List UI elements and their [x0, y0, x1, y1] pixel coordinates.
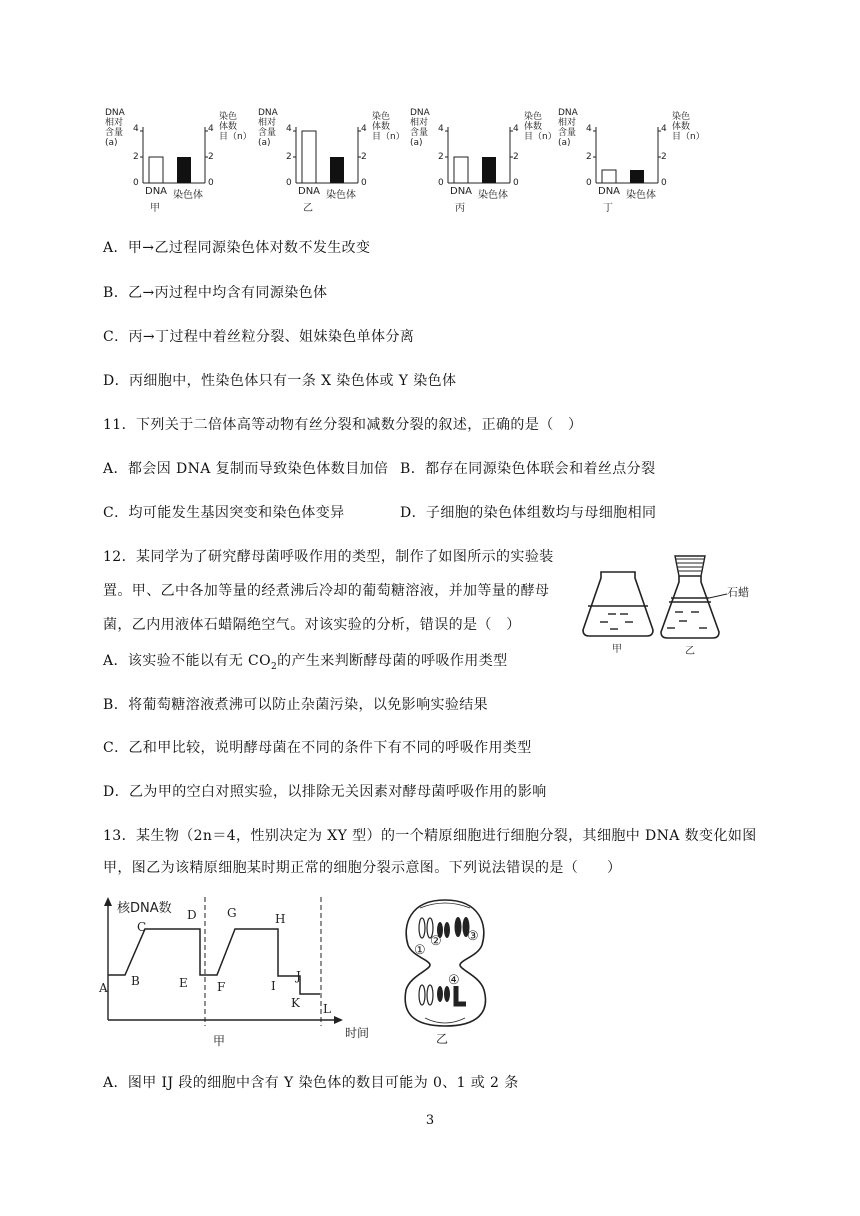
- x-label-dna: DNA: [450, 186, 473, 197]
- x-label-dna: DNA: [145, 186, 168, 197]
- dna-bar: [454, 157, 468, 183]
- point-label-B: B: [131, 974, 140, 988]
- chromosome-bar: [330, 157, 344, 183]
- dna-line-chart: [95, 895, 395, 1055]
- panel-name: 丙: [455, 203, 465, 214]
- q10-option-b: B．乙→丙过程中均含有同源染色体: [103, 285, 328, 301]
- chromosome-bar: [482, 157, 496, 183]
- left-tick-label: 4: [133, 124, 139, 134]
- q13-stem-line1: 13．某生物（2n＝4，性别决定为 XY 型）的一个精原细胞进行细胞分裂，其细胞中 DNA 数变化如图: [103, 828, 757, 844]
- q12-option-a: A．该实验不能以有无 $CO_2$的产生来判断酵母菌的呼吸作用类型: [103, 653, 508, 672]
- left-tick-label: 0: [286, 178, 292, 188]
- point-label-H: H: [275, 912, 286, 926]
- left-tick-label: 2: [286, 152, 292, 162]
- label-1: ①: [414, 943, 426, 958]
- q12-option-d: D．乙为甲的空白对照实验，以排除无关因素对酵母菌呼吸作用的影响: [103, 784, 547, 800]
- dna-chart-ylabel: 核DNA数: [117, 901, 172, 916]
- q11-option-c: C．均可能发生基因突变和染色体变异: [103, 505, 345, 521]
- point-label-E: E: [179, 976, 188, 990]
- dna-bar: [302, 131, 316, 183]
- cell-division-figure: [400, 890, 490, 1048]
- point-label-L: L: [323, 1002, 331, 1016]
- point-label-I: I: [271, 979, 276, 993]
- paraffin-label: 石蜡: [727, 586, 749, 599]
- right-axis-label: 染色 体数 目（n）: [372, 112, 405, 142]
- point-label-D: D: [187, 908, 197, 922]
- left-axis-label: DNA 相对 含量 (a): [410, 108, 430, 148]
- q10-option-d: D．丙细胞中，性染色体只有一条 X 染色体或 Y 染色体: [103, 373, 457, 389]
- right-tick-label: 4: [361, 124, 367, 134]
- left-tick-label: 2: [133, 152, 139, 162]
- x-label-chromosome: 染色体: [478, 190, 508, 201]
- right-tick-label: 2: [208, 152, 214, 162]
- flask-left-label: 甲: [612, 644, 622, 655]
- q11-stem: 11．下列关于二倍体高等动物有丝分裂和减数分裂的叙述，正确的是（ ）: [103, 417, 583, 433]
- right-tick-label: 4: [661, 124, 667, 134]
- flask-right-label: 乙: [685, 646, 695, 657]
- q13-stem-line2: 甲，图乙为该精原细胞某时期正常的细胞分裂示意图。下列说法错误的是（ ）: [103, 860, 622, 876]
- x-label-dna: DNA: [298, 186, 321, 197]
- left-tick-label: 4: [586, 124, 592, 134]
- label-3: ③: [467, 929, 479, 944]
- dna-chart-caption: 甲: [213, 1034, 226, 1048]
- q12-stem-line2: 置。甲、乙中各加等量的经煮沸后冷却的葡萄糖溶液，并加等量的酵母: [103, 583, 550, 599]
- right-tick-label: 2: [513, 152, 519, 162]
- chromosome-bar: [177, 157, 191, 183]
- q10-option-a: A．甲→乙过程同源染色体对数不发生改变: [103, 240, 371, 256]
- left-tick-label: 0: [438, 178, 444, 188]
- right-axis-label: 染色 体数 目（n）: [672, 112, 705, 142]
- right-tick-label: 0: [513, 178, 519, 188]
- left-tick-label: 2: [438, 152, 444, 162]
- bar-chart-svg: [558, 108, 758, 208]
- dna-bar: [149, 157, 163, 183]
- q12-stem-line1: 12．某同学为了研究酵母菌呼吸作用的类型，制作了如图所示的实验装: [103, 549, 554, 565]
- q13-option-a: A．图甲 IJ 段的细胞中含有 Y 染色体的数目可能为 0、1 或 2 条: [103, 1075, 519, 1091]
- right-axis-label: 染色 体数 目（n）: [219, 112, 252, 142]
- flask-figure: [575, 548, 765, 660]
- right-tick-label: 0: [361, 178, 367, 188]
- label-4: ④: [448, 973, 460, 988]
- q11-option-d: D．子细胞的染色体组数均与母细胞相同: [400, 505, 657, 521]
- left-tick-label: 0: [133, 178, 139, 188]
- q12-option-c: C．乙和甲比较，说明酵母菌在不同的条件下有不同的呼吸作用类型: [103, 740, 532, 756]
- chromosome-bar: [630, 170, 644, 183]
- point-label-K: K: [291, 996, 300, 1010]
- x-label-chromosome: 染色体: [626, 190, 656, 201]
- x-label-dna: DNA: [598, 186, 621, 197]
- point-label-C: C: [137, 920, 147, 934]
- cell-figure-caption: 乙: [436, 1032, 449, 1046]
- left-axis-label: DNA 相对 含量 (a): [105, 108, 125, 148]
- panel-name: 乙: [303, 203, 313, 214]
- right-tick-label: 2: [361, 152, 367, 162]
- point-label-A: A: [99, 981, 108, 995]
- right-tick-label: 4: [513, 124, 519, 134]
- left-axis-label: DNA 相对 含量 (a): [258, 108, 278, 148]
- right-tick-label: 4: [208, 124, 214, 134]
- left-tick-label: 4: [438, 124, 444, 134]
- panel-name: 丁: [603, 203, 613, 214]
- dna-bar: [602, 170, 616, 183]
- panel-name: 甲: [150, 203, 160, 214]
- q11-option-a: A．都会因 DNA 复制而导致染色体数目加倍: [103, 461, 389, 477]
- right-axis-label: 染色 体数 目（n）: [524, 112, 557, 142]
- x-label-chromosome: 染色体: [326, 190, 356, 201]
- page-number: 3: [425, 1113, 435, 1128]
- q12-option-b: B．将葡萄糖溶液煮沸可以防止杂菌污染，以免影响实验结果: [103, 697, 489, 713]
- left-axis-label: DNA 相对 含量 (a): [558, 108, 578, 148]
- left-tick-label: 4: [286, 124, 292, 134]
- point-label-J: J: [296, 969, 301, 983]
- dna-chart-xlabel: 时间: [345, 1026, 370, 1040]
- bar-chart-4: [558, 108, 758, 214]
- right-tick-label: 0: [661, 178, 667, 188]
- q11-option-b: B．都存在同源染色体联会和着丝点分裂: [400, 461, 656, 477]
- q10-option-c: C．丙→丁过程中着丝粒分裂、姐妹染色单体分离: [103, 329, 415, 345]
- q12-stem-line3: 菌，乙内用液体石蜡隔绝空气。对该实验的分析，错误的是（ ）: [103, 617, 521, 633]
- point-label-F: F: [217, 980, 226, 994]
- left-tick-label: 2: [586, 152, 592, 162]
- left-tick-label: 0: [586, 178, 592, 188]
- right-tick-label: 0: [208, 178, 214, 188]
- label-2: ②: [430, 934, 442, 949]
- point-label-G: G: [227, 906, 237, 920]
- x-label-chromosome: 染色体: [173, 190, 203, 201]
- right-tick-label: 2: [661, 152, 667, 162]
